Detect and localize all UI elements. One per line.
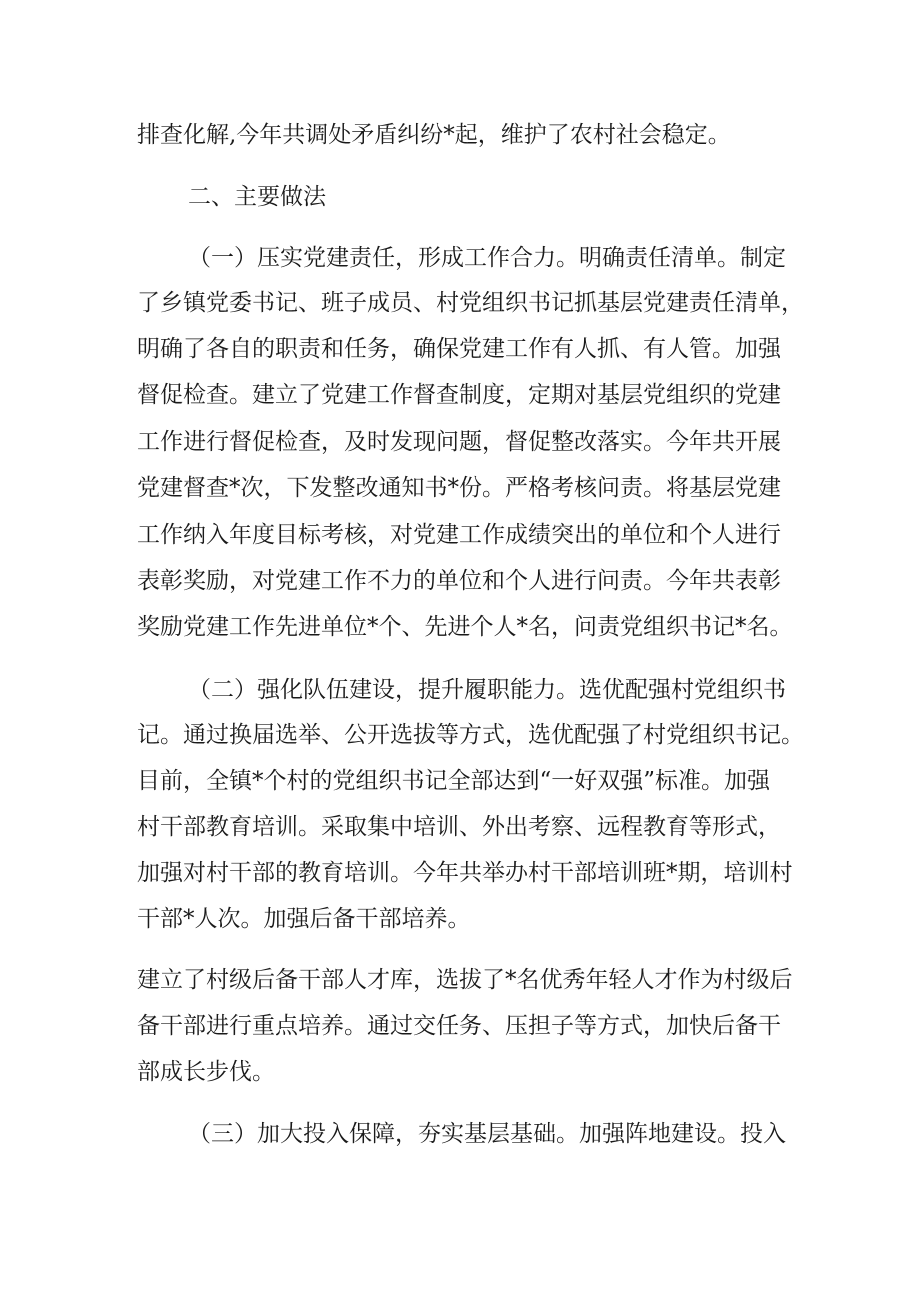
paragraph-1-line: 了乡镇党委书记、班子成员、村党组织书记抓基层党建责任清单， — [137, 290, 804, 316]
paragraph-1-line: 奖励党建工作先进单位*个、先进个人*名，问责党组织书记*名。 — [137, 614, 793, 640]
paragraph-3-line: 建立了村级后备干部人才库，选拔了*名优秀年轻人才作为村级后 — [137, 967, 793, 993]
paragraph-3-line: 部成长步伐。 — [137, 1059, 275, 1085]
paragraph-3-line: 备干部进行重点培养。通过交任务、压担子等方式，加快后备干 — [137, 1013, 781, 1039]
paragraph-1-line: 工作纳入年度目标考核，对党建工作成绩突出的单位和个人进行 — [137, 522, 781, 548]
section-heading: 二、主要做法 — [188, 184, 326, 210]
text-line-continuation: 排查化解,今年共调处矛盾纠纷*起，维护了农村社会稳定。 — [137, 122, 731, 148]
paragraph-4-line: （三）加大投入保障，夯实基层基础。加强阵地建设。投入 — [188, 1121, 786, 1147]
paragraph-2-line: 加强对村干部的教育培训。今年共举办村干部培训班*期，培训村 — [137, 860, 793, 886]
paragraph-1-line: 明确了各自的职责和任务，确保党建工作有人抓、有人管。加强 — [137, 336, 781, 362]
paragraph-1-line: 表彰奖励，对党建工作不力的单位和个人进行问责。今年共表彰 — [137, 568, 781, 594]
paragraph-1-line: 党建督查*次，下发整改通知书*份。严格考核问责。将基层党建 — [137, 475, 781, 501]
paragraph-2-line: 目前，全镇*个村的党组织书记全部达到“一好双强”标准。加强 — [137, 768, 771, 794]
paragraph-2-line: 记。通过换届选举、公开选拔等方式，选优配强了村党组织书记。 — [137, 722, 804, 748]
paragraph-1-line: 工作进行督促检查，及时发现问题，督促整改落实。今年共开展 — [137, 429, 781, 455]
paragraph-2-line: 干部*人次。加强后备干部培养。 — [137, 906, 471, 932]
paragraph-2-line: 村干部教育培训。采取集中培训、外出考察、远程教育等形式， — [137, 814, 781, 840]
paragraph-1-line: 督促检查。建立了党建工作督查制度，定期对基层党组织的党建 — [137, 382, 781, 408]
paragraph-2-line: （二）强化队伍建设，提升履职能力。选优配强村党组织书 — [188, 677, 786, 703]
paragraph-1-line: （一）压实党建责任，形成工作合力。明确责任清单。制定 — [188, 245, 786, 271]
